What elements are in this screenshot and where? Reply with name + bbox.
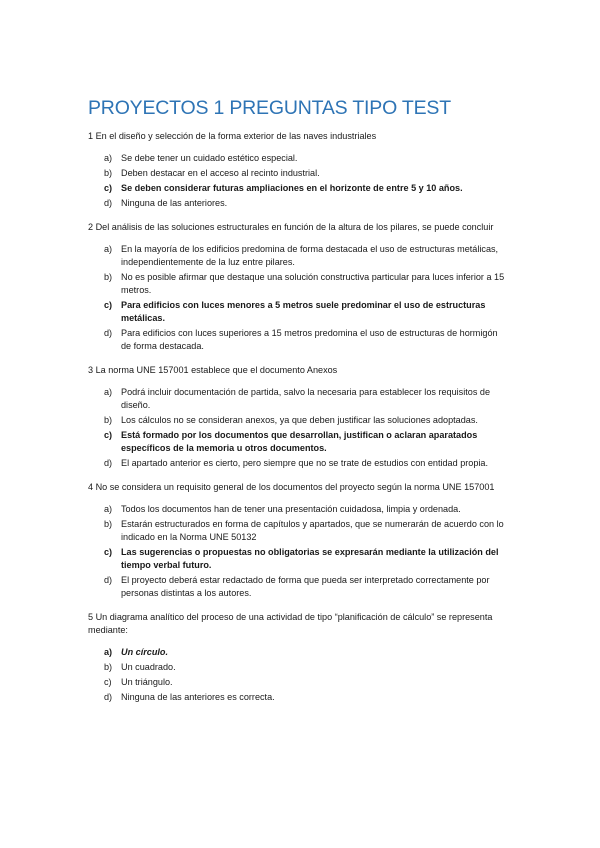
answer-option [88,503,508,516]
question-list [88,130,508,715]
option-text: Se deben considerar futuras ampliaciones en el horizonte de entre 5 y 10 años. [121,183,463,193]
option-letter: c) [104,183,113,193]
answer-options [88,152,508,210]
answer-option-correct [88,546,508,572]
question-text: 4 No se considera un requisito general de los documentos del proyecto según la norma UNE 157001 [88,482,495,492]
option-letter: d) [104,575,113,585]
question-1 [88,130,508,210]
answer-option-correct [88,299,508,325]
option-letter: a) [104,647,113,657]
option-text: Las sugerencias o propuestas no obligatorias se expresarán mediante la utilización del tiempo verbal futuro. [121,547,499,570]
option-text: Estarán estructurados en forma de capítulos y apartados, que se numerarán de acuerdo con lo indicado en la Norma UNE 50132 [121,519,504,542]
option-text: Los cálculos no se consideran anexos, ya que deben justificar las soluciones adoptadas. [121,415,478,425]
answer-options [88,646,508,704]
answer-option [88,518,508,544]
answer-option [88,414,508,427]
option-letter: a) [104,387,113,397]
option-text: No es posible afirmar que destaque una solución constructiva particular para luces inferior a 15 metros. [121,272,505,295]
option-letter: b) [104,168,113,178]
answer-options [88,243,508,353]
question-3 [88,364,508,470]
option-text: Un círculo. [121,647,168,657]
answer-option [88,691,508,704]
option-text: Un triángulo. [121,677,173,687]
option-text: Un cuadrado. [121,662,176,672]
answer-option [88,386,508,412]
answer-options [88,386,508,470]
option-letter: c) [104,547,113,557]
option-text: Ninguna de las anteriores. [121,198,228,208]
option-text: El proyecto deberá estar redactado de forma que pueda ser interpretado correctamente por personas distintas a los autores. [121,575,490,598]
option-text: Para edificios con luces superiores a 15 metros predomina el uso de estructuras de hormigón de forma destacada. [121,328,498,351]
answer-option-correct [88,646,508,659]
answer-option [88,327,508,353]
option-text: Se debe tener un cuidado estético especial. [121,153,298,163]
option-text: El apartado anterior es cierto, pero siempre que no se trate de estudios con entidad propia. [121,458,489,468]
option-letter: d) [104,198,113,208]
answer-option-correct [88,182,508,195]
answer-option [88,457,508,470]
answer-option [88,676,508,689]
option-letter: d) [104,692,113,702]
option-letter: b) [104,415,113,425]
option-text: Ninguna de las anteriores es correcta. [121,692,275,702]
option-letter: a) [104,153,113,163]
option-letter: c) [104,300,113,310]
answer-option [88,152,508,165]
option-letter: b) [104,519,113,529]
question-5 [88,611,508,704]
option-letter: d) [104,458,113,468]
option-text: Podrá incluir documentación de partida, salvo la necesaria para establecer los requisitos de diseño. [121,387,491,410]
answer-option-correct [88,429,508,455]
question-2 [88,221,508,353]
option-text: Deben destacar en el acceso al recinto industrial. [121,168,320,178]
answer-option [88,243,508,269]
option-letter: b) [104,662,113,672]
option-letter: c) [104,430,113,440]
question-text: 5 Un diagrama analítico del proceso de una actividad de tipo “planificación de cálculo” se representa mediante: [88,612,493,635]
answer-option [88,167,508,180]
option-letter: a) [104,244,113,254]
answer-option [88,271,508,297]
page-title: PROYECTOS 1 PREGUNTAS TIPO TEST [88,97,451,120]
question-text: 1 En el diseño y selección de la forma exterior de las naves industriales [88,131,377,141]
question-text: 2 Del análisis de las soluciones estructurales en función de la altura de los pilares, se puede concluir [88,222,494,232]
option-text: En la mayoría de los edificios predomina de forma destacada el uso de estructuras metálicas, independientemente de la luz entre pilares. [121,244,499,267]
question-text: 3 La norma UNE 157001 establece que el documento Anexos [88,365,338,375]
option-letter: b) [104,272,113,282]
option-text: Está formado por los documentos que desarrollan, justifican o aclaran aparatados específicos de la memoria u otros documentos. [121,430,478,453]
answer-option [88,197,508,210]
question-4 [88,481,508,600]
option-text: Para edificios con luces menores a 5 metros suele predominar el uso de estructuras metálicas. [121,300,486,323]
option-letter: d) [104,328,113,338]
answer-option [88,574,508,600]
option-text: Todos los documentos han de tener una presentación cuidadosa, limpia y ordenada. [121,504,461,514]
answer-options [88,503,508,600]
option-letter: a) [104,504,113,514]
option-letter: c) [104,677,112,687]
answer-option [88,661,508,674]
